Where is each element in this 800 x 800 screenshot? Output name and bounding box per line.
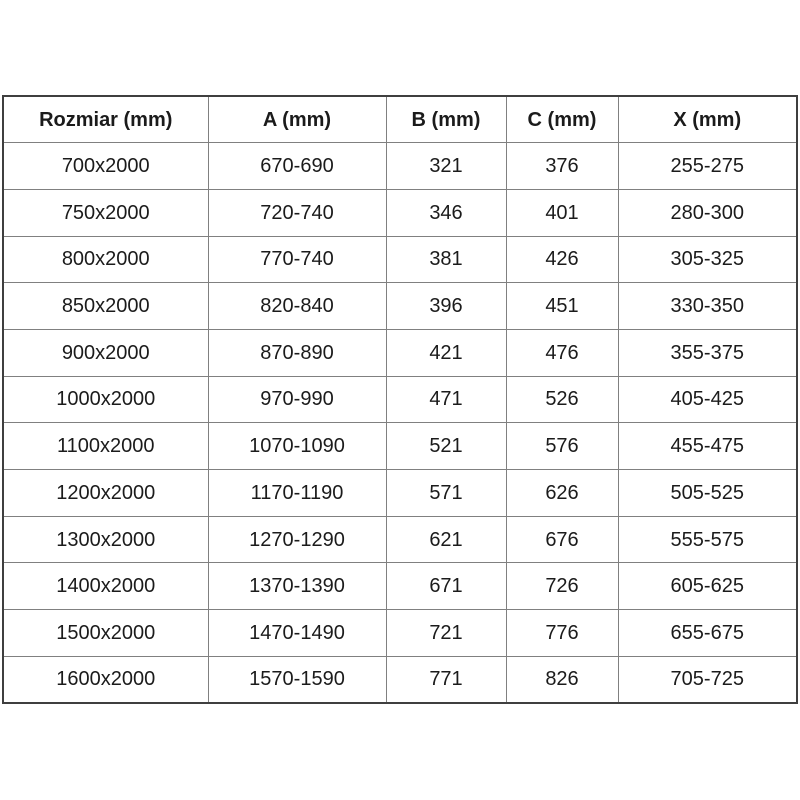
table-cell: 421 — [386, 329, 506, 376]
table-cell: 705-725 — [618, 656, 797, 703]
header-cell: A (mm) — [208, 96, 386, 143]
header-cell: B (mm) — [386, 96, 506, 143]
table-row — [3, 329, 797, 376]
table-cell: 571 — [386, 470, 506, 517]
table-cell: 255-275 — [618, 143, 797, 190]
table-cell: 671 — [386, 563, 506, 610]
table-row — [3, 656, 797, 703]
table-cell: 1400x2000 — [3, 563, 208, 610]
table-row — [3, 143, 797, 190]
table-cell: 826 — [506, 656, 618, 703]
table-cell: 1470-1490 — [208, 610, 386, 657]
table-cell: 280-300 — [618, 189, 797, 236]
table-body — [3, 143, 797, 703]
table-cell: 1000x2000 — [3, 376, 208, 423]
table-cell: 455-475 — [618, 423, 797, 470]
table-cell: 900x2000 — [3, 329, 208, 376]
table-cell: 800x2000 — [3, 236, 208, 283]
table-cell: 1370-1390 — [208, 563, 386, 610]
header-cell: X (mm) — [618, 96, 797, 143]
header-cell: C (mm) — [506, 96, 618, 143]
table-cell: 771 — [386, 656, 506, 703]
table-cell: 555-575 — [618, 516, 797, 563]
size-table — [2, 95, 798, 704]
table-cell: 1500x2000 — [3, 610, 208, 657]
table-cell: 726 — [506, 563, 618, 610]
table-row — [3, 236, 797, 283]
table-cell: 721 — [386, 610, 506, 657]
table-cell: 330-350 — [618, 283, 797, 330]
table-cell: 471 — [386, 376, 506, 423]
table-cell: 526 — [506, 376, 618, 423]
header-row — [3, 96, 797, 143]
table-cell: 670-690 — [208, 143, 386, 190]
table-row — [3, 189, 797, 236]
table-row — [3, 283, 797, 330]
table-cell: 1270-1290 — [208, 516, 386, 563]
table-cell: 1200x2000 — [3, 470, 208, 517]
table-row — [3, 563, 797, 610]
table-cell: 970-990 — [208, 376, 386, 423]
table-cell: 321 — [386, 143, 506, 190]
table-cell: 1170-1190 — [208, 470, 386, 517]
table-cell: 820-840 — [208, 283, 386, 330]
table-cell: 401 — [506, 189, 618, 236]
table-cell: 305-325 — [618, 236, 797, 283]
table-cell: 870-890 — [208, 329, 386, 376]
table-cell: 426 — [506, 236, 618, 283]
table-cell: 700x2000 — [3, 143, 208, 190]
table-cell: 750x2000 — [3, 189, 208, 236]
table-cell: 1100x2000 — [3, 423, 208, 470]
table-cell: 376 — [506, 143, 618, 190]
table-cell: 381 — [386, 236, 506, 283]
table-cell: 476 — [506, 329, 618, 376]
table-cell: 621 — [386, 516, 506, 563]
table-cell: 655-675 — [618, 610, 797, 657]
table-row — [3, 470, 797, 517]
table-cell: 451 — [506, 283, 618, 330]
table-cell: 346 — [386, 189, 506, 236]
table-row — [3, 516, 797, 563]
table-cell: 626 — [506, 470, 618, 517]
table-cell: 770-740 — [208, 236, 386, 283]
table-cell: 1070-1090 — [208, 423, 386, 470]
table-cell: 850x2000 — [3, 283, 208, 330]
table-cell: 505-525 — [618, 470, 797, 517]
table-cell: 405-425 — [618, 376, 797, 423]
table-cell: 1570-1590 — [208, 656, 386, 703]
header-cell: Rozmiar (mm) — [3, 96, 208, 143]
table-cell: 676 — [506, 516, 618, 563]
table-cell: 355-375 — [618, 329, 797, 376]
table-row — [3, 423, 797, 470]
table-cell: 720-740 — [208, 189, 386, 236]
table-cell: 576 — [506, 423, 618, 470]
table-cell: 605-625 — [618, 563, 797, 610]
table-cell: 1600x2000 — [3, 656, 208, 703]
table-cell: 396 — [386, 283, 506, 330]
table-cell: 1300x2000 — [3, 516, 208, 563]
table-cell: 776 — [506, 610, 618, 657]
table-row — [3, 610, 797, 657]
table-cell: 521 — [386, 423, 506, 470]
table-row — [3, 376, 797, 423]
